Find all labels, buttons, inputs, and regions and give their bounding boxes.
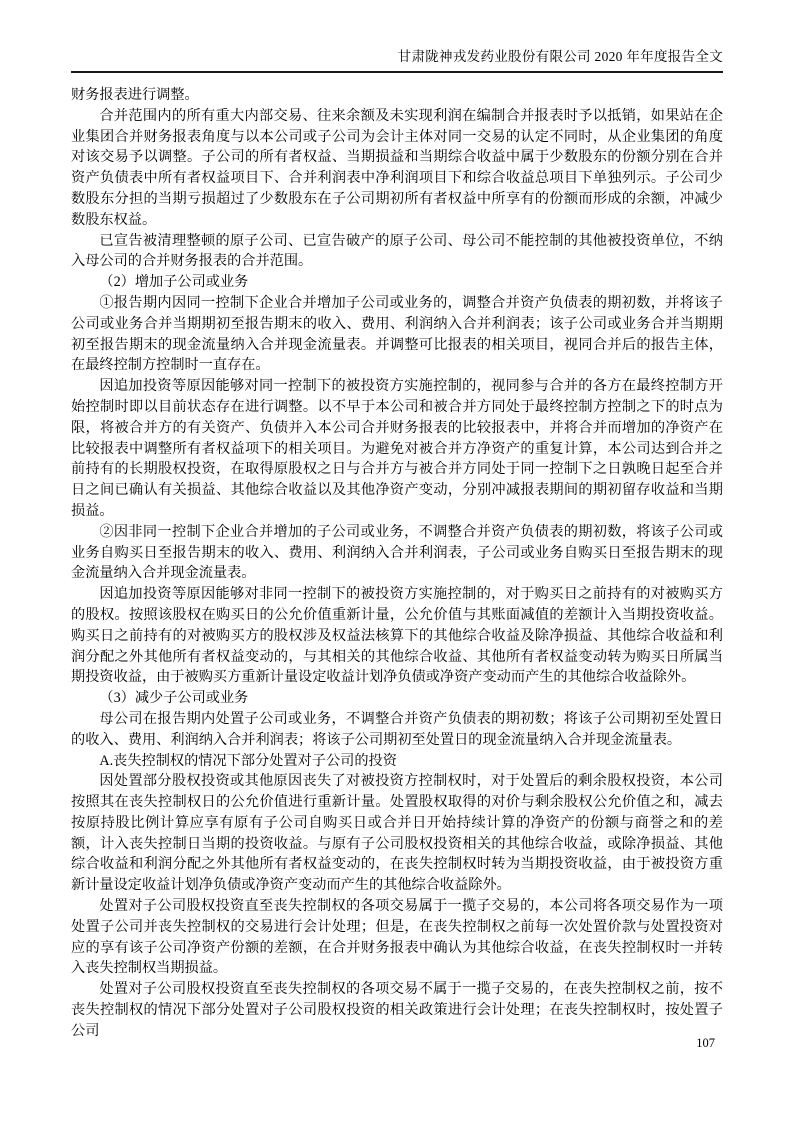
paragraph: ①报告期内因同一控制下企业合并增加子公司或业务的，调整合并资产负债表的期初数，并将该子公司或业务合并当期期初至报告期末的收入、费用、利润纳入合并利润表；该子公司或业务合并当期期初至报告期末的现金流量纳入合并现金流量表。并调整可比报表的相关项目，视同合并后的报告主体，在最终控制方控制时一直存在。 — [71, 294, 723, 374]
paragraph: 处置对子公司股权投资直至丧失控制权的各项交易不属于一揽子交易的，在丧失控制权之前，按不丧失控制权的情况下部分处置对子公司股权投资的相关政策进行会计处理；在丧失控制权时，按处置子公司 — [71, 981, 723, 1039]
page-header — [71, 0, 723, 73]
sub-heading-loss-of-control: A.丧失控制权的情况下部分处置对子公司的投资 — [99, 752, 397, 769]
section-heading-add-subsidiary: （2）增加子公司或业务 — [99, 274, 249, 291]
paragraph: 因追加投资等原因能够对同一控制下的被投资方实施控制的，视同参与合并的各方在最终控制方开始控制时即以目前状态存在进行调整。以不早于本公司和被合并方同处于最终控制方控制之下的时点为限，将被合并方的有关资产、负债并入本公司合并财务报表的比较报表中，并将合并而增加的净资产在比较报表中调整所有者权益项下的相关项目。为避免对被合并方净资产的重复计算，本公司达到合并之前持有的长期股权投资，在取得原股权之日与合并方与被合并方同处于同一控制下之日孰晚日起至合并日之间已确认有关损益、其他综合收益以及其他净资产变动，分别冲减报表期间的期初留存收益和当期损益。 — [71, 378, 723, 519]
paragraph: 已宣告被清理整顿的原子公司、已宣告破产的原子公司、母公司不能控制的其他被投资单位，不纳入母公司的合并财务报表的合并范围。 — [71, 232, 723, 270]
section-heading-reduce-subsidiary: （3）减少子公司或业务 — [99, 690, 249, 707]
document-body — [71, 85, 723, 1042]
paragraph: ②因非同一控制下企业合并增加的子公司或业务，不调整合并资产负债表的期初数，将该子公司或业务自购买日至报告期末的收入、费用、利润纳入合并利润表，子公司或业务自购买日至报告期末的现金流量纳入合并现金流量表。 — [71, 523, 723, 582]
paragraph: 因追加投资等原因能够对非同一控制下的被投资方实施控制的，对于购买日之前持有的对被购买方的股权。按照该股权在购买日的公允价值重新计量，公允价值与其账面减值的差额计入当期投资收益。购买日之前持有的对被购买方的股权涉及权益法核算下的其他综合收益及除净损益、其他综合收益和利润分配之外其他所有者权益变动的，与其相关的其他综合收益、其他所有者权益变动转为购买日所属当期投资收益，由于被购买方重新计量设定收益计划净负债或净资产变动而产生的其他综合收益除外。 — [71, 586, 723, 686]
page-number: 107 — [696, 1036, 715, 1050]
paragraph: 母公司在报告期内处置子公司或业务，不调整合并资产负债表的期初数；将该子公司期初至处置日的收入、费用、利润纳入合并利润表；将该子公司期初至处置日的现金流量纳入合并现金流量表。 — [71, 710, 723, 748]
paragraph-continuation: 财务报表进行调整。 — [71, 87, 199, 103]
paragraph: 处置对子公司股权投资直至丧失控制权的各项交易属于一揽子交易的，本公司将各项交易作为一项处置子公司并丧失控制权的交易进行会计处理；但是，在丧失控制权之前每一次处置价款与处置投资对应的享有该子公司净资产份额的差额，在合并财务报表中确认为其他综合收益，在丧失控制权时一并转入丧失控制权当期损益。 — [71, 898, 723, 977]
paragraph: 合并范围内的所有重大内部交易、往来余额及未实现利润在编制合并报表时予以抵销，如果站在企业集团合并财务报表角度与以本公司或子公司为会计主体对同一交易的认定不同时，从企业集团的角度对该交易予以调整。子公司的所有者权益、当期损益和当期综合收益中属于少数股东的份额分别在合并资产负债表中所有者权益项目下、合并利润表中净利润项目下和综合收益总项目下单独列示。子公司少数股东分担的当期亏损超过了少数股东在子公司期初所有者权益中所享有的份额而形成的余额，冲减少数股东权益。 — [71, 107, 723, 228]
paragraph: 因处置部分股权投资或其他原因丧失了对被投资方控制权时，对于处置后的剩余股权投资，本公司按照其在丧失控制权日的公允价值进行重新计量。处置股权取得的对价与剩余股权公允价值之和，减去按原持股比例计算应享有原有子公司自购买日或合并日开始持续计算的净资产的份额与商誉之和的差额，计入丧失控制日当期的投资收益。与原有子公司股权投资相关的其他综合收益，或除净损益、其他综合收益和利润分配之外其他所有者权益变动的，在丧失控制权时转为当期投资收益，由于被投资方重新计量设定收益计划净负债或净资产变动而产生的其他综合收益除外。 — [71, 773, 723, 894]
report-header-title: 甘肃陇神戎发药业股份有限公司 2020 年年度报告全文 — [397, 49, 723, 64]
